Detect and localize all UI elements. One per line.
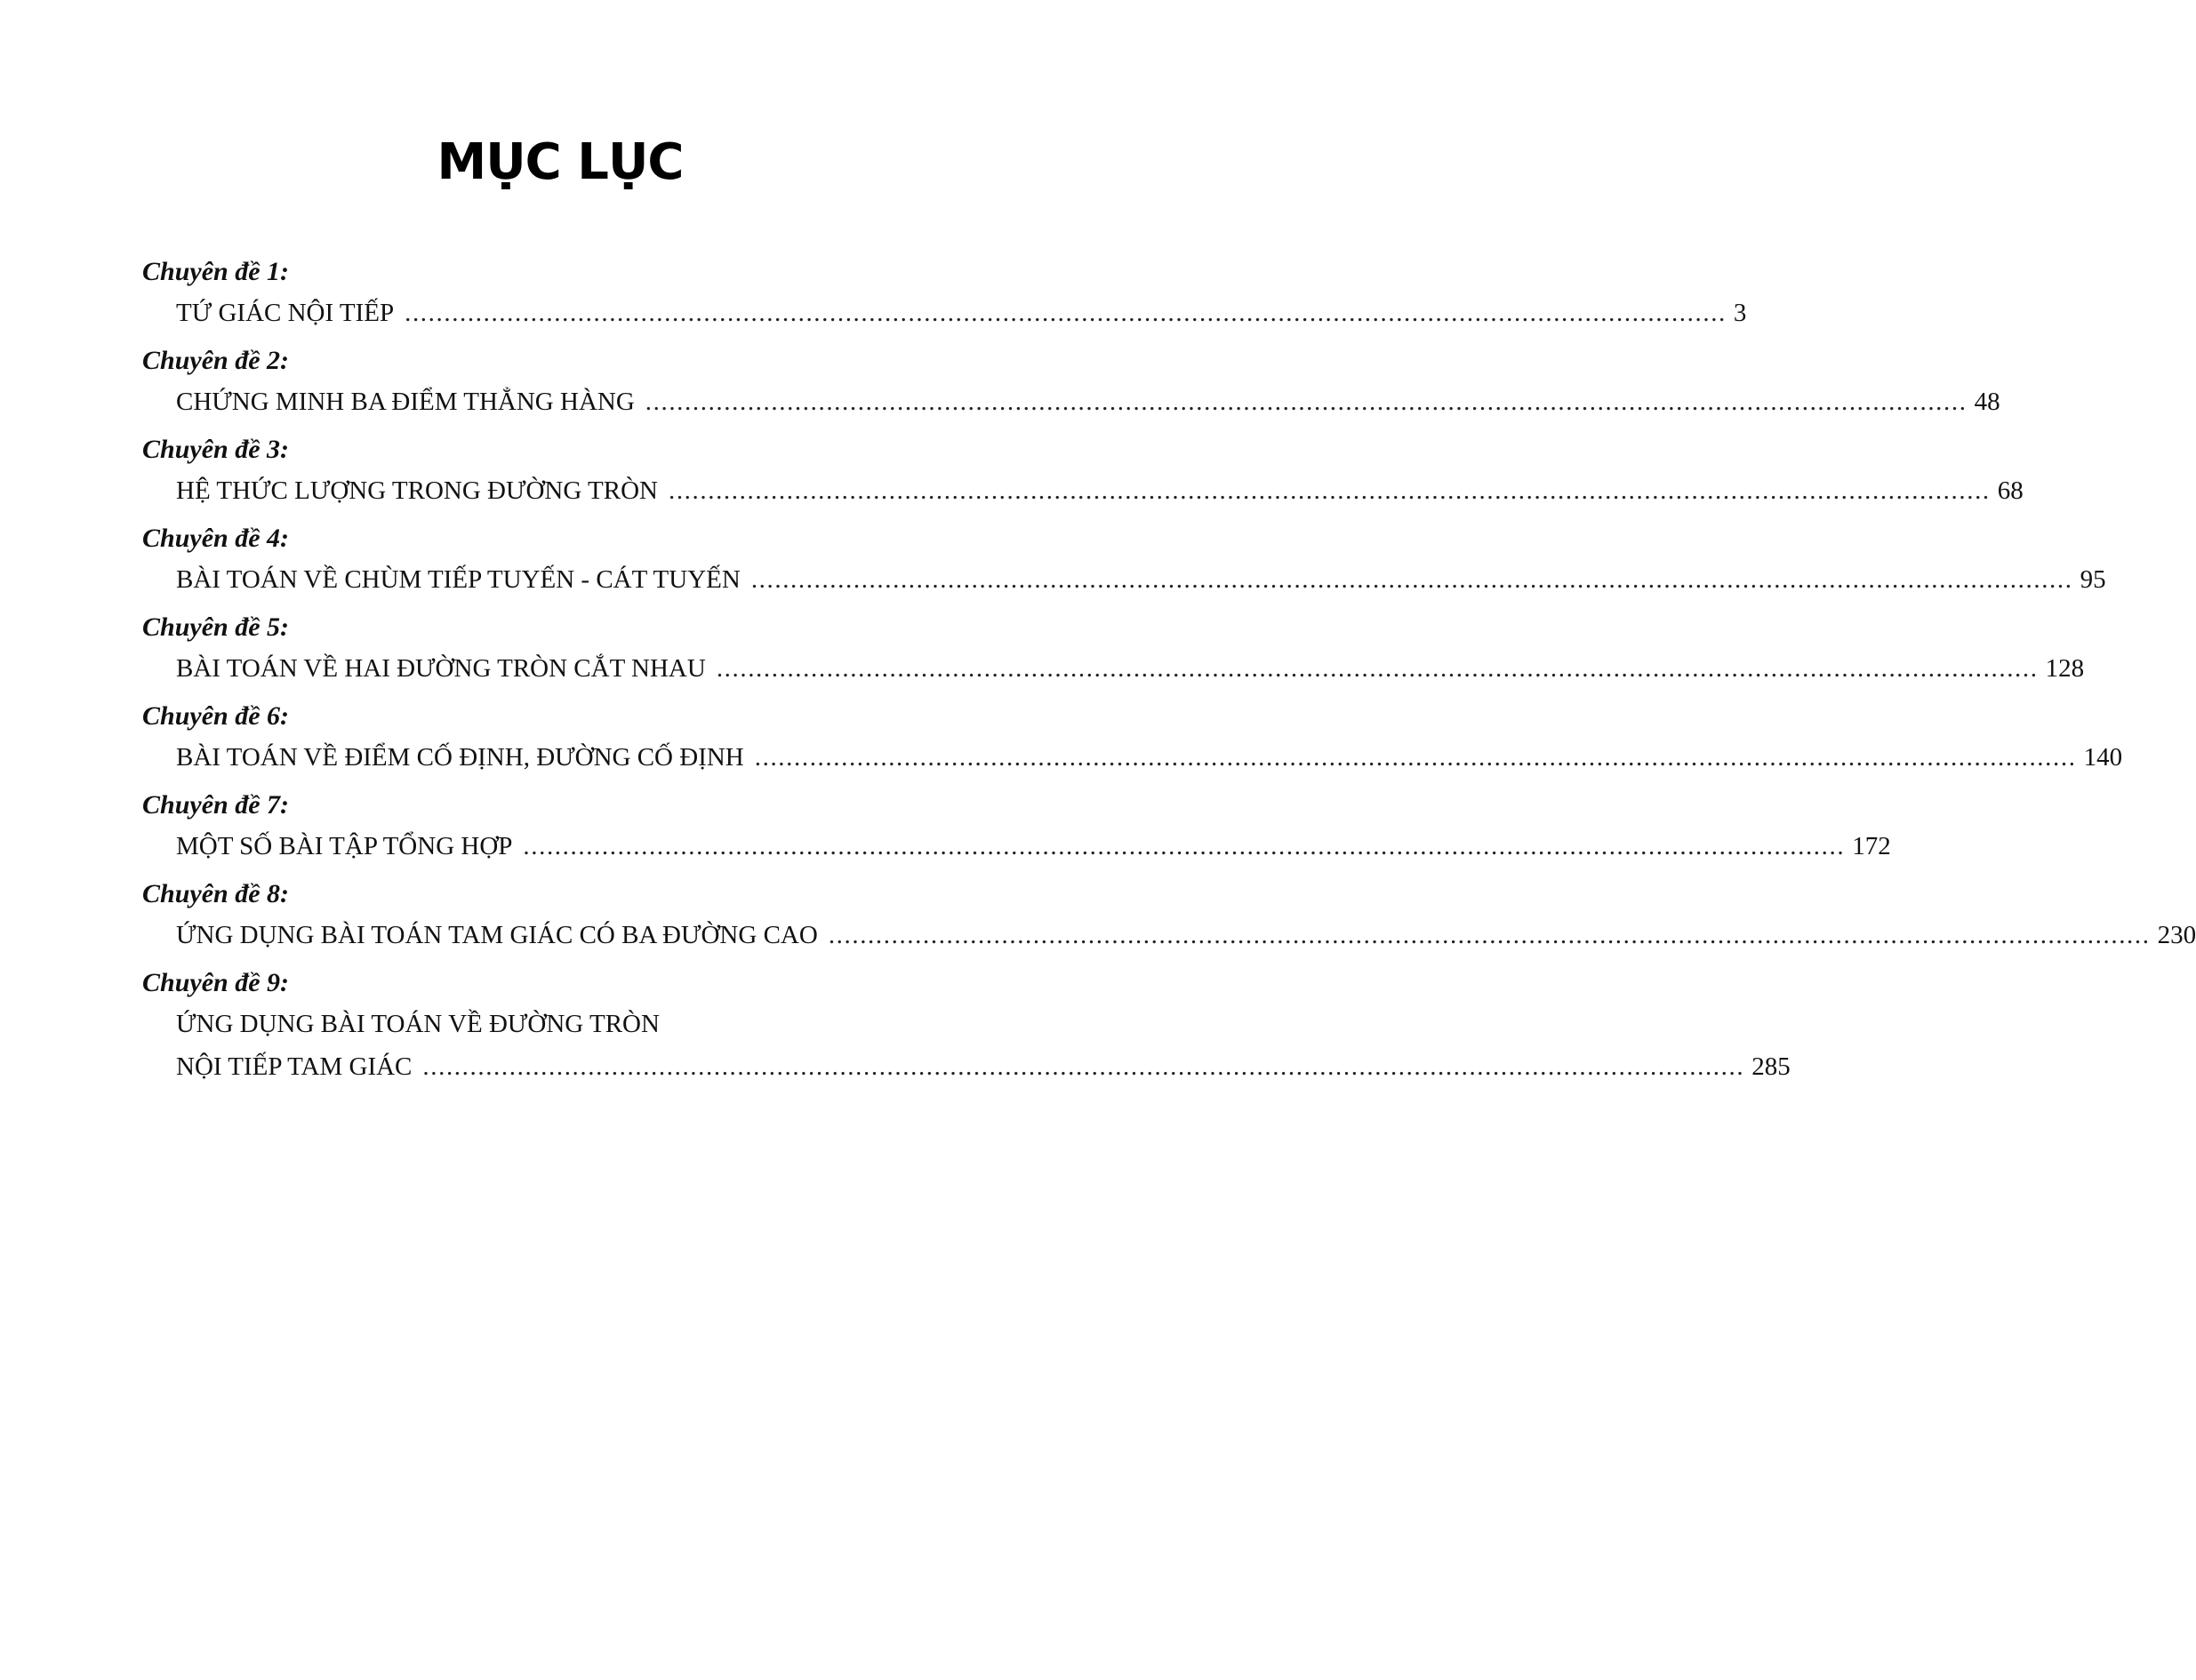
- chapter-title-line[interactable]: [176, 1045, 1791, 1088]
- dot-leader: ........................................................................................................................................................................: [405, 299, 1727, 327]
- chapter-label: Chuyên đề 1:: [142, 257, 289, 286]
- toc-entry-6: [142, 696, 2123, 779]
- dot-leader: ........................................................................................................................................................................: [668, 476, 1991, 505]
- toc-entry-7: [142, 785, 1891, 868]
- page-number: 285: [1751, 1052, 1791, 1081]
- chapter-label: Chuyên đề 5:: [142, 612, 289, 642]
- toc-entry-4: [142, 518, 2106, 601]
- chapter-title: MỘT SỐ BÀI TẬP TỔNG HỢP: [176, 832, 513, 860]
- chapter-title-line[interactable]: [176, 469, 2024, 512]
- chapter-label: Chuyên đề 8:: [142, 879, 289, 908]
- chapter-title-line[interactable]: [176, 292, 1747, 334]
- chapter-title-line[interactable]: [176, 647, 2085, 690]
- chapter-title-line[interactable]: [176, 914, 2196, 956]
- chapter-label: Chuyên đề 9:: [142, 968, 289, 997]
- chapter-label: Chuyên đề 7:: [142, 790, 289, 820]
- chapter-label: Chuyên đề 4:: [142, 524, 289, 553]
- chapter-title: BÀI TOÁN VỀ HAI ĐƯỜNG TRÒN CẮT NHAU: [176, 654, 706, 683]
- dot-leader: ........................................................................................................................................................................: [645, 388, 1968, 416]
- chapter-title-line[interactable]: [176, 825, 1891, 868]
- chapter-title: HỆ THỨC LƯỢNG TRONG ĐƯỜNG TRÒN: [176, 476, 658, 505]
- page-number: 128: [2045, 654, 2085, 683]
- page-number: 3: [1733, 299, 1747, 327]
- dot-leader: ........................................................................................................................................................................: [828, 921, 2151, 949]
- chapter-label: Chuyên đề 2:: [142, 346, 289, 375]
- page-title: MỤC LỤC: [437, 133, 684, 191]
- toc-entry-5: [142, 607, 2085, 690]
- chapter-title-first-line: ỨNG DỤNG BÀI TOÁN VỀ ĐƯỜNG TRÒN: [176, 1010, 660, 1038]
- chapter-title: TỨ GIÁC NỘI TIẾP: [176, 299, 395, 327]
- chapter-label: Chuyên đề 3:: [142, 435, 289, 464]
- page-number: 172: [1852, 832, 1891, 860]
- toc-entry-3: [142, 429, 2024, 512]
- dot-leader: ........................................................................................................................................................................: [754, 743, 2077, 772]
- dot-leader: ........................................................................................................................................................................: [716, 654, 2039, 683]
- dot-leader: ........................................................................................................................................................................: [523, 832, 1846, 860]
- chapter-title: NỘI TIẾP TAM GIÁC: [176, 1052, 413, 1081]
- dot-leader: ........................................................................................................................................................................: [422, 1052, 1745, 1081]
- toc-entry-1: [142, 252, 1747, 334]
- toc-entry-2: [142, 340, 2000, 423]
- chapter-title-line[interactable]: [176, 736, 2123, 779]
- toc-entry-9: [142, 963, 1791, 1088]
- chapter-title: BÀI TOÁN VỀ ĐIỂM CỐ ĐỊNH, ĐƯỜNG CỐ ĐỊNH: [176, 743, 744, 772]
- page-number: 230: [2157, 921, 2196, 949]
- page-number: 68: [1997, 476, 2024, 505]
- page-number: 140: [2083, 743, 2123, 772]
- page-number: 48: [1974, 388, 2000, 416]
- chapter-label: Chuyên đề 6:: [142, 701, 289, 731]
- chapter-title-line[interactable]: [176, 558, 2106, 601]
- table-of-contents: [142, 252, 2196, 1094]
- chapter-title-line[interactable]: [176, 380, 2000, 423]
- chapter-title: CHỨNG MINH BA ĐIỂM THẲNG HÀNG: [176, 388, 635, 416]
- toc-entry-8: [142, 874, 2196, 956]
- dot-leader: ........................................................................................................................................................................: [750, 565, 2073, 594]
- chapter-title: BÀI TOÁN VỀ CHÙM TIẾP TUYẾN - CÁT TUYẾN: [176, 565, 741, 594]
- chapter-title: ỨNG DỤNG BÀI TOÁN TAM GIÁC CÓ BA ĐƯỜNG CAO: [176, 921, 818, 949]
- page-number: 95: [2080, 565, 2106, 594]
